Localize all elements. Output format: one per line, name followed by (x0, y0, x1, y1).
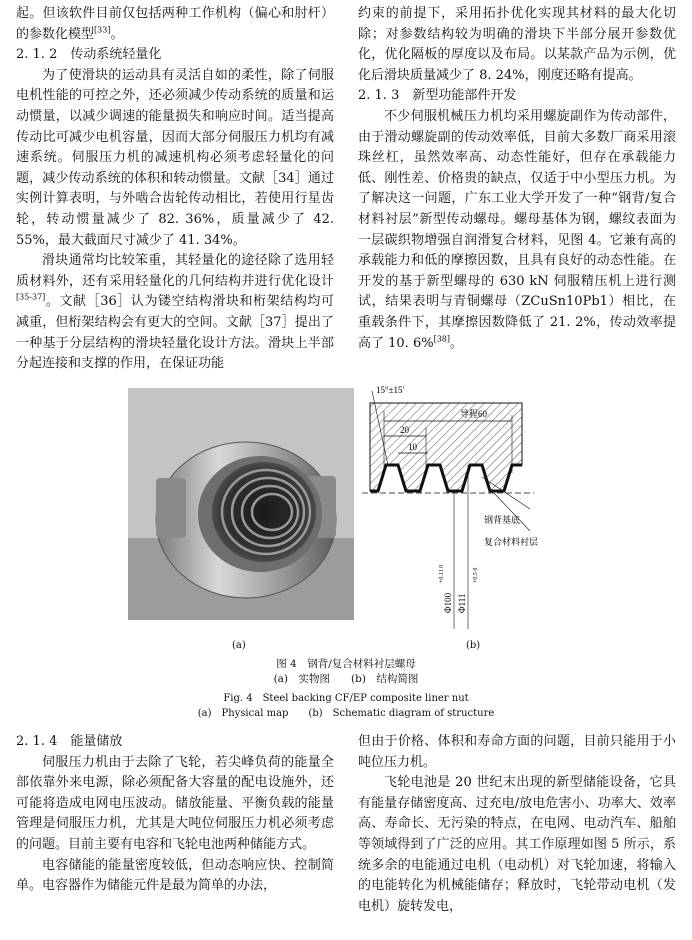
figure-caption-en: Fig. 4 Steel backing CF/EP composite liner nut (223, 693, 469, 704)
paragraph: 起。但该软件目前仅包括两种工作机构（偏心和肘杆）的参数化模型[33]。 (16, 6, 334, 42)
section-heading: 2. 1. 2 传动系统轻量化 (16, 47, 162, 63)
section-heading: 2. 1. 3 新型功能部件开发 (358, 88, 517, 104)
composite-liner-label: 复合材料衬层 (484, 538, 539, 548)
lead-label: 导程60 (460, 409, 488, 419)
paragraph: 为了使滑块的运动具有灵活自如的柔性，除了伺服电机性能的可控之外，还必须减少传动系统的质量和运动惯量，以减少调速的能量损失和响应时间。适当提高传动比可减少电机容量，因而大部分伺服压力机均有减速系统。伺服压力机的减速机构必须考虑轻量化的问题，减少传动系统的体积和转动惯量。文献［34］通过实例计算表明，与外啮合齿轮传动相比，若使用行星齿轮，转动惯量减少了 82. 36%，质量减少了 42. 55%，最大截面尺寸减少了 41. 34%。 (16, 67, 334, 248)
nut-photo-illustration (128, 388, 354, 620)
figure-subcaption-en: (a) Physical map (b) Schematic diagram of structure (197, 708, 495, 719)
paragraph: 飞轮电池是 20 世纪末出现的新型储能设备，它具有能量存储密度高、过充电/放电危害小、功率大、效率高、寿命长、无污染的特点，在电网、电动汽车、船舶等领域得到了广泛的应用。其工作原理如图 5 所示，系统多余的电能通过电机（电动机）对飞轮加速，将输入的电能转化为机械能储存；释放时，飞轮带动电机（发电机）旋转发电， (358, 775, 676, 914)
left-column-bottom (16, 732, 334, 897)
nut-photo (128, 388, 354, 620)
paragraph: 不少伺服机械压力机均采用螺旋副作为传动部件，由于滑动螺旋副的传动效率低，目前大多数厂商采用滚珠丝杠，虽然效率高、动态性能好，但存在承载能力低、刚性差、价格贵的缺点，仅适于中小型压力机。为了解决这一问题，广东工业大学开发了一种“钢背/复合材料衬层”新型传动螺母。螺母基体为钢，螺纹表面为一层碳织物增强自润滑复合材料，见图 4。它兼有高的承载能力和低的摩擦因数，且具有良好的动态性能。在开发的基于新型螺母的 630 kN 伺服精压机上进行测试，结果表明与青铜螺母（ZCuSn10Pb1）相比，在重载条件下，其摩擦因数降低了 21. 2%，传动效率提高了 10. 6%[38]。 (358, 108, 676, 351)
nut-schematic-drawing (362, 381, 542, 631)
diameter-100-label: Φ100 (443, 592, 453, 613)
diameter-111-label: Φ111 (457, 593, 467, 613)
panel-label-b: (b) (466, 640, 481, 651)
steel-backing-label: 钢背基底 (484, 516, 521, 526)
section-heading: 2. 1. 4 能量储放 (16, 734, 123, 749)
angle-label: 15°±15′ (376, 385, 405, 395)
dim-20-label: 20 (400, 425, 409, 435)
citation[interactable]: [35-37] (16, 292, 46, 302)
right-column-bottom (358, 732, 676, 917)
citation[interactable]: [33] (94, 25, 111, 35)
paragraph: 但由于价格、体积和寿命方面的问题，目前只能用于小吨位压力机。 (358, 734, 676, 770)
figure-subcaption-cn: (a) 实物图 (b) 结构简图 (273, 673, 419, 685)
right-column-top (358, 4, 676, 354)
paragraph: 伺服压力机由于去除了飞轮，若尖峰负荷的能量全部依靠外来电源，除必须配备大容量的配电设施外，还可能将造成电网电压波动。储放能量、平衡负载的能量管理是伺服压力机，尤其是大吨位伺服压力机必须考虑的问题。目前主要有电容和飞轮电池两种储能方式。 (16, 754, 334, 852)
figure-caption-cn: 图 4 钢背/复合材料衬层螺母 (276, 658, 416, 670)
paragraph: 滑块通常均比较笨重，其轻量化的途径除了选用轻质材料外，还有采用轻量化的几何结构并进行优化设计[35-37]。文献［36］认为镂空结构滑块和桁架结构均可减重，但桁架结构会有更大的空间。文献［37］提出了一种基于分层结构的滑块轻量化设计方法。滑块上半部分起连接和支撑的作用，在保证功能 (16, 253, 334, 372)
diameter-111-tolerance: +0.5 0 (473, 567, 479, 583)
paragraph: 约束的前提下，采用拓扑优化实现其材料的最大化切除；对参数结构较为明确的滑块下半部分展开参数优化，优化隔板的厚度以及布局。以某款产品为示例，优化后滑块质量减少了 8. 24%，刚度还略有提高。 (358, 6, 676, 83)
paragraph: 电容储能的能量密度较低，但动态响应快、控制简单。电容器作为储能元件是最为简单的办法， (16, 857, 334, 894)
diameter-100-tolerance: +0.11 0 (439, 564, 445, 583)
panel-label-a: (a) (232, 640, 246, 651)
nut-schematic (362, 381, 542, 631)
left-column-top (16, 4, 334, 375)
citation[interactable]: [38] (433, 334, 450, 344)
dim-10-label: 10 (408, 442, 417, 452)
